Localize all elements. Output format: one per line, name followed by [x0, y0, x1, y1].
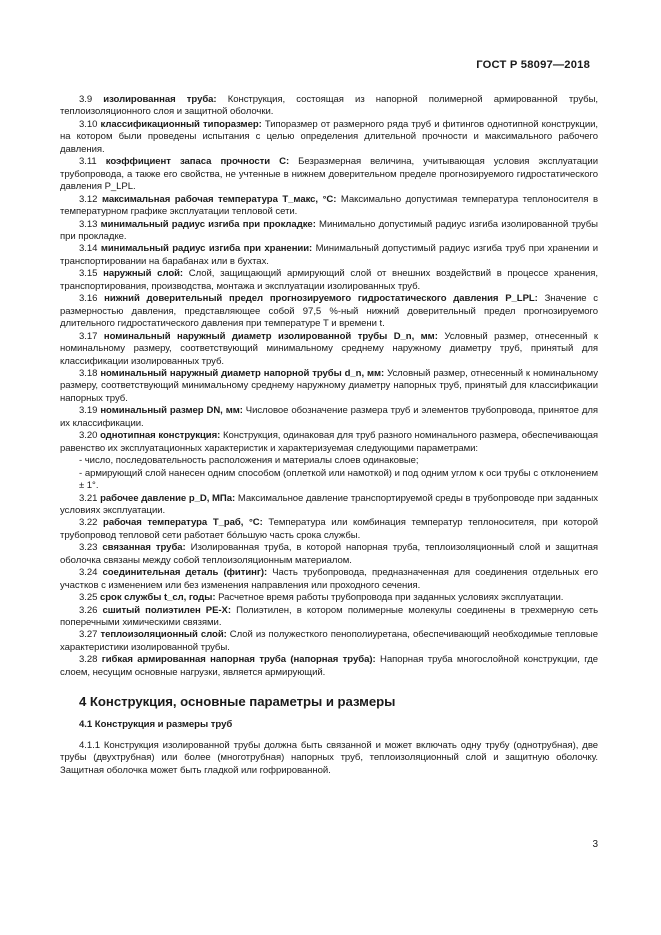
definition-3-17: 3.17 номинальный наружный диаметр изолированной трубы D_n, мм: Условный размер, отнесенный к номинальному размеру, соответствующий минимальному среднему наружному диаметру труб, принятый для классификации изолированных труб. — [60, 330, 598, 367]
definition-3-10: 3.10 классификационный типоразмер: Типоразмер от размерного ряда труб и фитингов однотипной конструкции, на котором были проведены испытания с целью определения длительной прочности и максимального рабочего давления. — [60, 118, 598, 155]
definition-3-16: 3.16 нижний доверительный предел прогнозируемого гидростатического давления P_LPL: Значение с размерностью давления, представляющее собой 97,5 %-ный нижний доверительный предел прогнозируемого длительного гидростатического давления при температуре T и времени t. — [60, 293, 598, 330]
definition-3-15: 3.15 наружный слой: Слой, защищающий армирующий слой от внешних воздействий в процессе хранения, транспортирования, производства, монтажа и эксплуатации изолированных труб. — [60, 268, 598, 292]
definition-3-26: 3.26 сшитый полиэтилен PE-X: Полиэтилен, в котором полимерные молекулы соединены в трехмерную сеть поперечными химическими связями. — [60, 604, 598, 629]
definition-3-18: 3.18 номинальный наружный диаметр напорной трубы d_n, мм: Условный размер, отнесенный к номинальному размеру, соответствующий минимальному среднему наружному диаметру напорных труб, принятый для классификации напорных труб. — [60, 367, 598, 404]
document-id: ГОСТ Р 58097—2018 — [476, 59, 590, 71]
definition-3-27: 3.27 теплоизоляционный слой: Слой из полужесткого пенополиуретана, обеспечивающий необходимые тепловые характеристики изолированной трубы. — [60, 629, 598, 653]
definition-3-24: 3.24 соединительная деталь (фитинг): Часть трубопровода, предназначенная для соединения отдельных его участков с изменением или без изменения направления или проходного сечения. — [60, 567, 599, 591]
page-number: 3 — [592, 839, 598, 850]
definition-3-14: 3.14 минимальный радиус изгиба при хранении: Минимальный допустимый радиус изгиба труб при хранении и транспортировании на барабанах или в бухтах. — [60, 243, 599, 267]
definition-3-22: 3.22 рабочая температура T_раб, °C: Температура или комбинация температур теплоносителя, при которой трубопровод тепловой сети работает бо́льшую часть срока службы. — [60, 517, 598, 541]
definition-3-25: 3.25 срок службы t_сл, годы: Расчетное время работы трубопровода при заданных условиях эксплуатации. — [79, 592, 564, 604]
definition-3-21: 3.21 рабочее давление p_D, МПа: Максимальное давление транспортируемой среды в трубопроводе при заданных условиях эксплуатации. — [60, 492, 598, 516]
list-item: - армирующий слой нанесен одним способом (оплеткой или намоткой) и под одним углом к оси трубы с отклонением ± 1°. — [79, 467, 598, 492]
document-body — [60, 94, 598, 777]
definition-3-13: 3.13 минимальный радиус изгиба при прокладке: Минимально допустимый радиус изгиба изолированной трубы при прокладке. — [60, 218, 598, 242]
definition-3-28: 3.28 гибкая армированная напорная труба (напорная труба): Напорная труба многослойной конструкции, где слоем, несущим основные нагрузки, является армирующий. — [60, 654, 598, 678]
definition-3-11: 3.11 коэффициент запаса прочности C: Безразмерная величина, учитывающая условия эксплуатации трубопровода, а также его свойства, не учтенные в нижнем доверительном пределе прогнозируемого гидростатического давления P_LPL. — [60, 156, 598, 193]
list-item: - число, последовательность расположения и материалы слоев одинаковые; — [79, 455, 419, 467]
subsection-4-1-heading: 4.1 Конструкция и размеры труб — [79, 719, 233, 731]
paragraph-4-1-1: 4.1.1 Конструкция изолированной трубы должна быть связанной и может включать одну трубу (однотрубная), две трубы (двухтрубная) или более (многотрубная) напорных труб, теплоизоляционный слой и защитную оболочку. Защитная оболочка может быть гладкой или гофрированной. — [60, 739, 598, 776]
definition-3-20: 3.20 однотипная конструкция: Конструкция, одинаковая для труб разного номинального размера, обеспечивающая равенство их эксплуатационных характеристик и характеризуемая следующими параметрами: — [60, 430, 598, 454]
definition-3-19: 3.19 номинальный размер DN, мм: Числовое обозначение размера труб и элементов трубопровода, принятое для их классификации. — [60, 405, 599, 429]
section-4-heading: 4 Конструкция, основные параметры и размеры — [79, 694, 396, 710]
definition-3-12: 3.12 максимальная рабочая температура T_макс, °C: Максимально допустимая температура теплоносителя в температурном графике эксплуатации тепловой сети. — [60, 193, 598, 218]
definition-3-9: 3.9 изолированная труба: Конструкция, состоящая из напорной полимерной армированной трубы, теплоизоляционного слоя и защитной оболочки. — [60, 94, 598, 118]
definition-3-23: 3.23 связанная труба: Изолированная труба, в которой напорная труба, теплоизоляционный слой и защитная оболочка связаны между собой теплоизоляционным материалом. — [60, 542, 598, 566]
